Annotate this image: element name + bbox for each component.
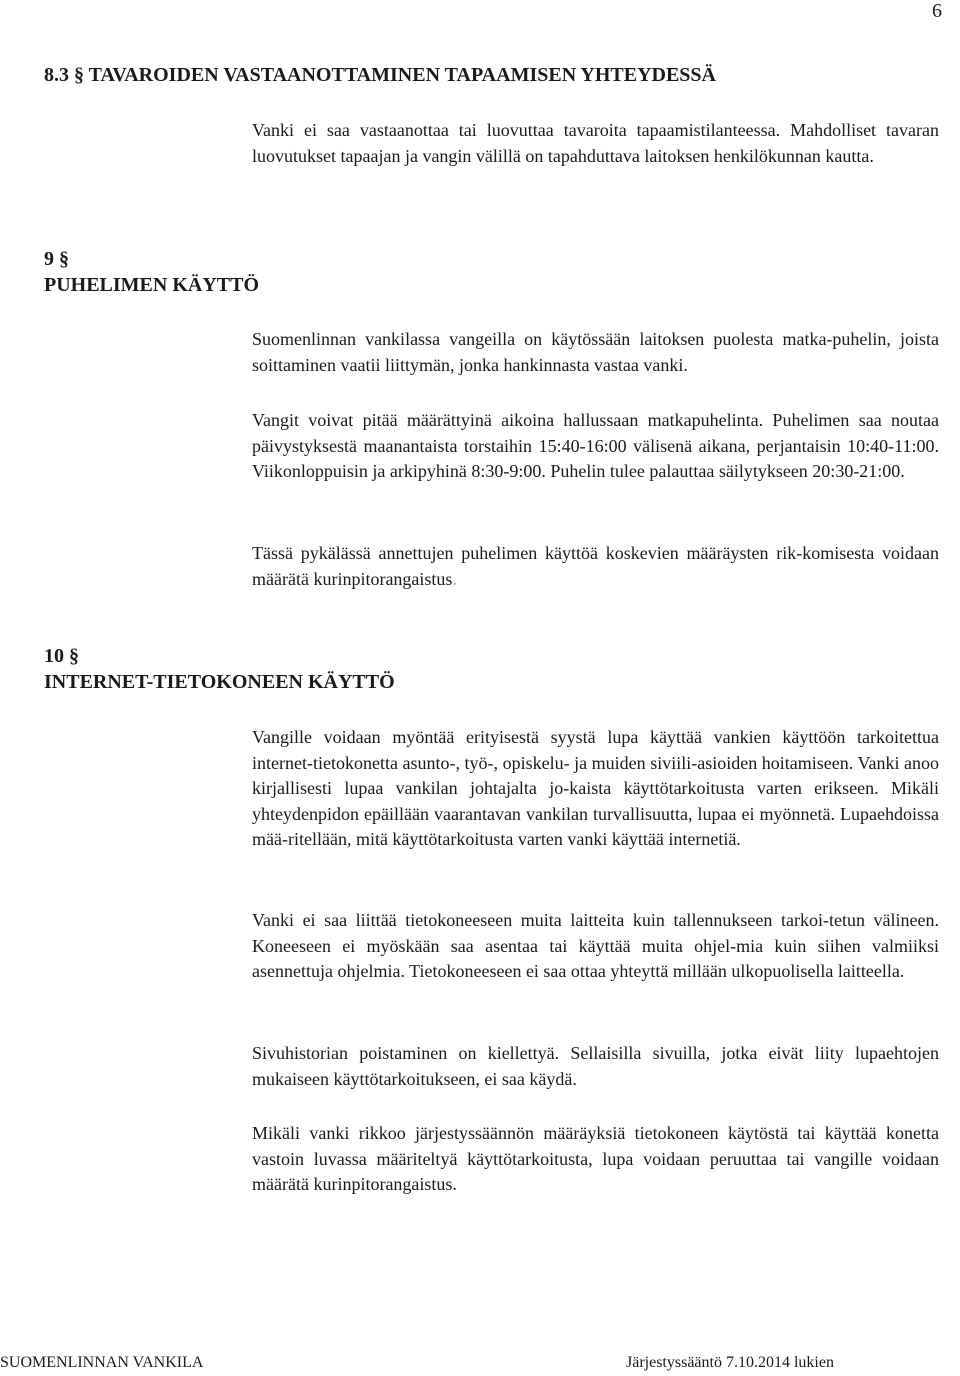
footer-right: Järjestyssääntö 7.10.2014 lukien xyxy=(626,1354,834,1371)
section-8-3-heading: 8.3 § TAVAROIDEN VASTAANOTTAMINEN TAPAAMISEN YHTEYDESSÄ xyxy=(44,64,716,86)
section-10-number: 10 § xyxy=(44,645,79,667)
section-9-title: PUHELIMEN KÄYTTÖ xyxy=(44,274,260,296)
trailing-mark: . xyxy=(452,568,457,589)
section-10-paragraph-1: Vangille voidaan myöntää erityisestä syystä lupa käyttää vankien käyttöön tarkoitettua internet-tietokonetta asunto-, työ-, opiskelu- ja muiden siviili-asioiden hoitamiseen. Vanki anoo kirjallisesti lupaa vankilan johtajalta jo-kaista käyttötarkoitusta varten erikseen. Mikäli yhteydenpidon epäillään vaarantavan vankilan turvallisuutta, lupaa ei myönnetä. Lupaehdoissa mää-ritellään, mitä käyttötarkoitusta varten vanki käyttää internetiä. xyxy=(252,727,939,849)
section-9-paragraph-3 xyxy=(252,541,939,592)
section-9-paragraph-1: Suomenlinnan vankilassa vangeilla on käytössään laitoksen puolesta matka-puhelin, joista soittaminen vaatii liittymän, jonka hankinnasta vastaa vanki. xyxy=(252,329,939,375)
page-number: 6 xyxy=(932,0,942,22)
section-10-title: INTERNET-TIETOKONEEN KÄYTTÖ xyxy=(44,671,395,693)
section-9-number: 9 § xyxy=(44,248,69,270)
section-10-paragraph-4: Mikäli vanki rikkoo järjestyssäännön määräyksiä tietokoneen käytöstä tai käyttää konetta vastoin luvassa määriteltyä käyttötarkoitusta, lupa voidaan peruuttaa tai vangille voidaan määrätä kurinpitorangaistus. xyxy=(252,1123,939,1194)
section-8-3-paragraph-1: Vanki ei saa vastaanottaa tai luovuttaa tavaroita tapaamistilanteessa. Mahdolliset tavaran luovutukset tapaajan ja vangin välillä on tapahduttava laitoksen henkilökunnan kautta. xyxy=(252,120,939,166)
section-9-paragraph-3-text: Tässä pykälässä annettujen puhelimen käyttöä koskevien määräysten rik-komisesta voidaan määrätä kurinpitorangaistus xyxy=(252,543,939,589)
section-10-paragraph-2: Vanki ei saa liittää tietokoneeseen muita laitteita kuin tallennukseen tarkoi-tetun välineen. Koneeseen ei myöskään saa asentaa tai käyttää muita ohjel-mia kuin siihen valmiiksi asennettuja ohjelmia. Tietokoneeseen ei saa ottaa yhteyttä millään ulkopuolisella laitteella. xyxy=(252,910,939,981)
section-10-paragraph-3: Sivuhistorian poistaminen on kiellettyä. Sellaisilla sivuilla, jotka eivät liity lupaehtojen mukaiseen käyttötarkoitukseen, ei saa käydä. xyxy=(252,1043,939,1089)
section-9-paragraph-2: Vangit voivat pitää määrättyinä aikoina hallussaan matkapuhelinta. Puhelimen saa noutaa päivystyksestä maanantaista torstaihin 15:40-16:00 välisenä aikana, perjantaisin 10:40-11:00. Viikonloppuisin ja arkipyhinä 8:30-9:00. Puhelin tulee palauttaa säilytykseen 20:30-21:00. xyxy=(252,410,939,481)
footer-left: SUOMENLINNAN VANKILA xyxy=(0,1354,204,1371)
